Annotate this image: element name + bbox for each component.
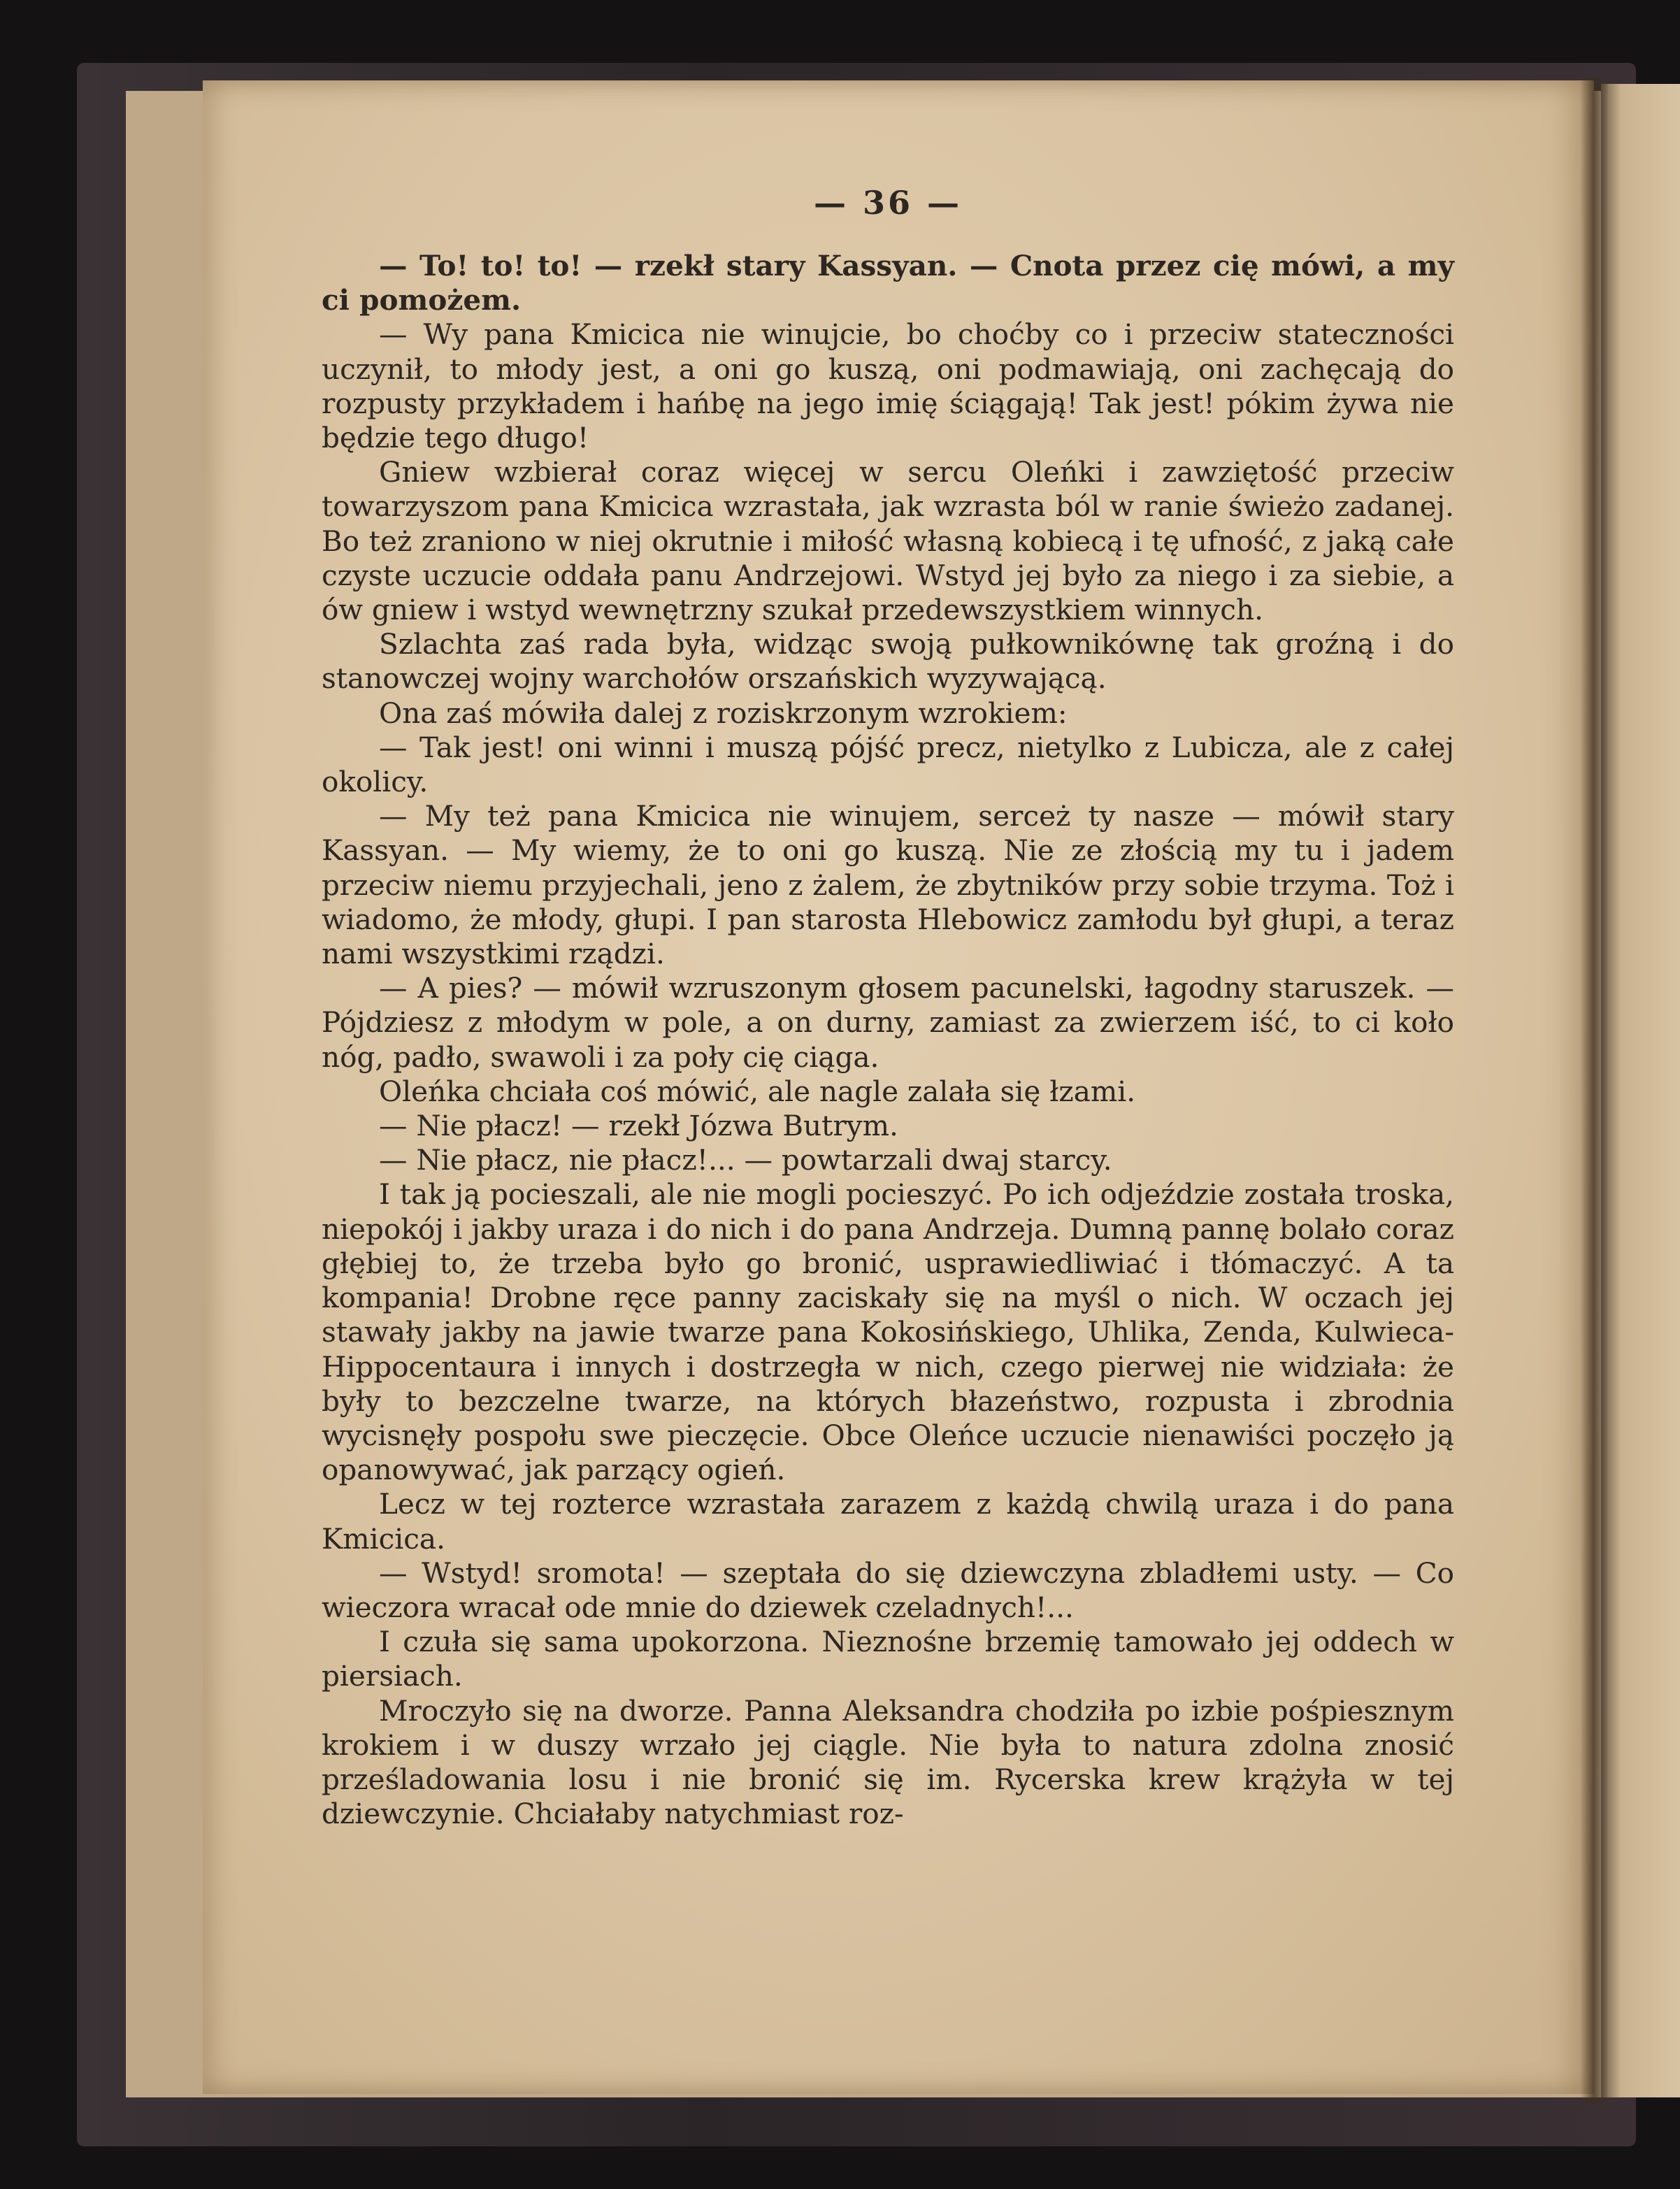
book-gutter-shadow bbox=[1580, 77, 1608, 2104]
paragraph-7: — My też pana Kmicica nie winujem, serceż ty nasze — mówił stary Kassyan. — My wiemy, że to oni go kuszą. Nie ze złością my tu i jadem przeciw niemu przyjechali, jeno z żalem, że zbytników przy sobie trzyma. Toż i wiadomo, że młody, głupi. I pan starosta Hlebowicz zamłodu był głupi, a teraz nami wszystkimi rządzi. bbox=[322, 799, 1454, 971]
paragraph-9: Oleńka chciała coś mówić, ale nagle zalała się łzami. bbox=[379, 1074, 1136, 1108]
paragraph-10: — Nie płacz! — rzekł Józwa Butrym. bbox=[379, 1109, 898, 1143]
paragraph-13: Lecz w tej rozterce wzrastała zarazem z każdą chwilą uraza i do pana Kmicica. bbox=[322, 1487, 1454, 1556]
paragraph-2: — Wy pana Kmicica nie winujcie, bo choćby co i przeciw stateczności uczynił, to młody jest, a oni go kuszą, oni podmawiają, oni zachęcają do rozpusty przykładem i hańbę na jego imię ściągają! Tak jest! pókim żywa nie będzie tego długo! bbox=[322, 317, 1454, 455]
paragraph-5: Ona zaś mówiła dalej z roziskrzonym wzrokiem: bbox=[379, 696, 1068, 730]
paragraph-16: Mroczyło się na dworze. Panna Aleksandra chodziła po izbie pośpiesznym krokiem i w duszy wrzało jej ciągle. Nie była to natura zdolna znosić prześladowania losu i nie bronić się im. Rycerska krew krążyła w tej dziewczynie. Chciałaby natychmiast roz- bbox=[322, 1693, 1454, 1831]
paragraph-11: — Nie płacz, nie płacz!... — powtarzali dwaj starcy. bbox=[379, 1143, 1112, 1177]
paragraph-14: — Wstyd! sromota! — szeptała do się dziewczyna zbladłemi usty. — Co wieczora wracał ode mnie do dziewek czeladnych!... bbox=[322, 1556, 1454, 1624]
paragraph-1: — To! to! to! — rzekł stary Kassyan. — Cnota przez cię mówi, a my ci pomożem. bbox=[322, 249, 1454, 317]
page-number: — 36 — bbox=[813, 184, 963, 222]
facing-page-edge bbox=[1601, 84, 1680, 2097]
paragraph-12: I tak ją pocieszali, ale nie mogli pocieszyć. Po ich odjeździe została troska, niepokój i jakby uraza i do nich i do pana Andrzeja. Dumną pannę bolało coraz głębiej to, że trzeba było go bronić, usprawiedliwiać i tłómaczyć. A ta kompania! Drobne ręce panny zaciskały się na myśl o nich. W oczach jej stawały jakby na jawie twarze pana Kokosińskiego, Uhlika, Zenda, Kulwieca-Hippocentaura i innych i dostrzegła w nich, czego pierwej nie widziała: że były to bezczelne twarze, na których błazeństwo, rozpusta i zbrodnia wycisnęły pospołu swe pieczęcie. Obce Oleńce uczucie nienawiści poczęło ją opanowywać, jak parzący ogień. bbox=[322, 1177, 1454, 1487]
paragraph-15: I czuła się sama upokorzona. Nieznośne brzemię tamowało jej oddech w piersiach. bbox=[322, 1625, 1454, 1693]
paragraph-6: — Tak jest! oni winni i muszą pójść precz, nietylko z Lubicza, ale z całej okolicy. bbox=[322, 730, 1454, 799]
paragraph-8: — A pies? — mówił wzruszonym głosem pacunelski, łagodny staruszek. — Pójdziesz z młodym w pole, a on durny, zamiast za zwierzem iść, to ci koło nóg, padło, swawoli i za poły cię ciąga. bbox=[322, 971, 1454, 1074]
page-text-block bbox=[322, 182, 1454, 1831]
paragraph-4: Szlachta zaś rada była, widząc swoją pułkownikównę tak groźną i do stanowczej wojny warchołów orszańskich wyzywającą. bbox=[322, 627, 1454, 696]
paragraph-3: Gniew wzbierał coraz więcej w sercu Oleńki i zawziętość przeciw towarzyszom pana Kmicica wzrastała, jak wzrasta ból w ranie świeżo zadanej. Bo też zraniono w niej okrutnie i miłość własną kobiecą i tę ufność, z jaką całe czyste uczucie oddała panu Andrzejowi. Wstyd jej było za niego i za siebie, a ów gniew i wstyd wewnętrzny szukał przedewszystkiem winnych. bbox=[322, 455, 1454, 627]
